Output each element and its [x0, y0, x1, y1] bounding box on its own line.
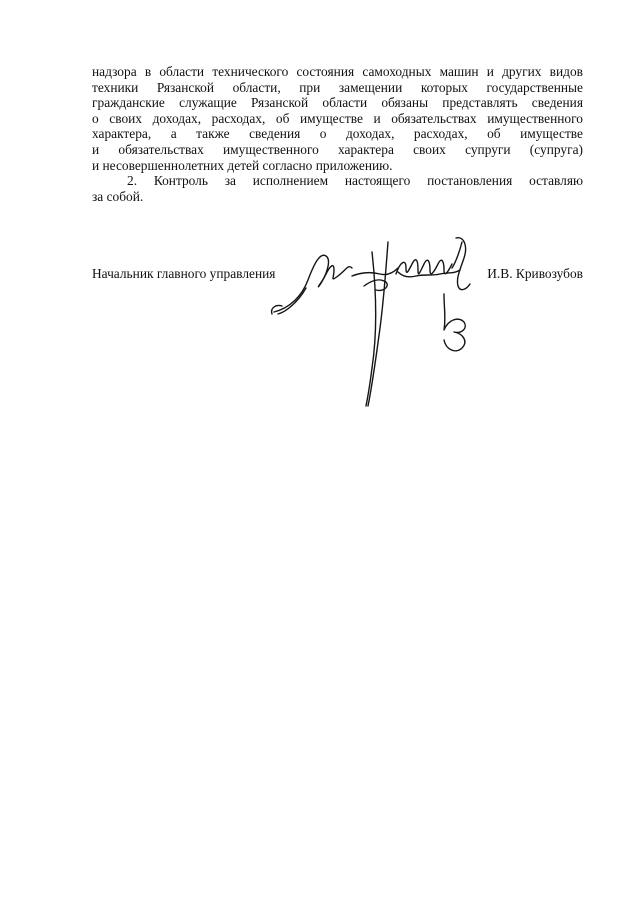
text-line: 2. Контроль за исполнением настоящего постановления оставляю	[127, 173, 583, 189]
text-line: и несовершеннолетних детей согласно приложению.	[92, 157, 393, 173]
paragraph-2	[92, 173, 583, 204]
signer-position: Начальник главного управления	[92, 266, 276, 281]
text-line: гражданские служащие Рязанской области обязаны представлять сведения	[92, 95, 583, 111]
text-line: за собой.	[92, 188, 144, 204]
text-line: и обязательствах имущественного характера своих супруги (супруга)	[92, 141, 583, 157]
text-line: надзора в области технического состояния самоходных машин и других видов	[92, 64, 583, 79]
handwritten-signature	[268, 228, 488, 410]
text-line: о своих доходах, расходах, об имуществе и обязательствах имущественного	[92, 110, 583, 126]
text-line: техники Рязанской области, при замещении которых государственные	[92, 79, 583, 95]
document-body	[92, 64, 583, 204]
signer-name: И.В. Кривозубов	[487, 266, 583, 281]
paragraph-1	[92, 64, 583, 173]
text-line: характера, а также сведения о доходах, расходах, об имуществе	[92, 126, 583, 142]
